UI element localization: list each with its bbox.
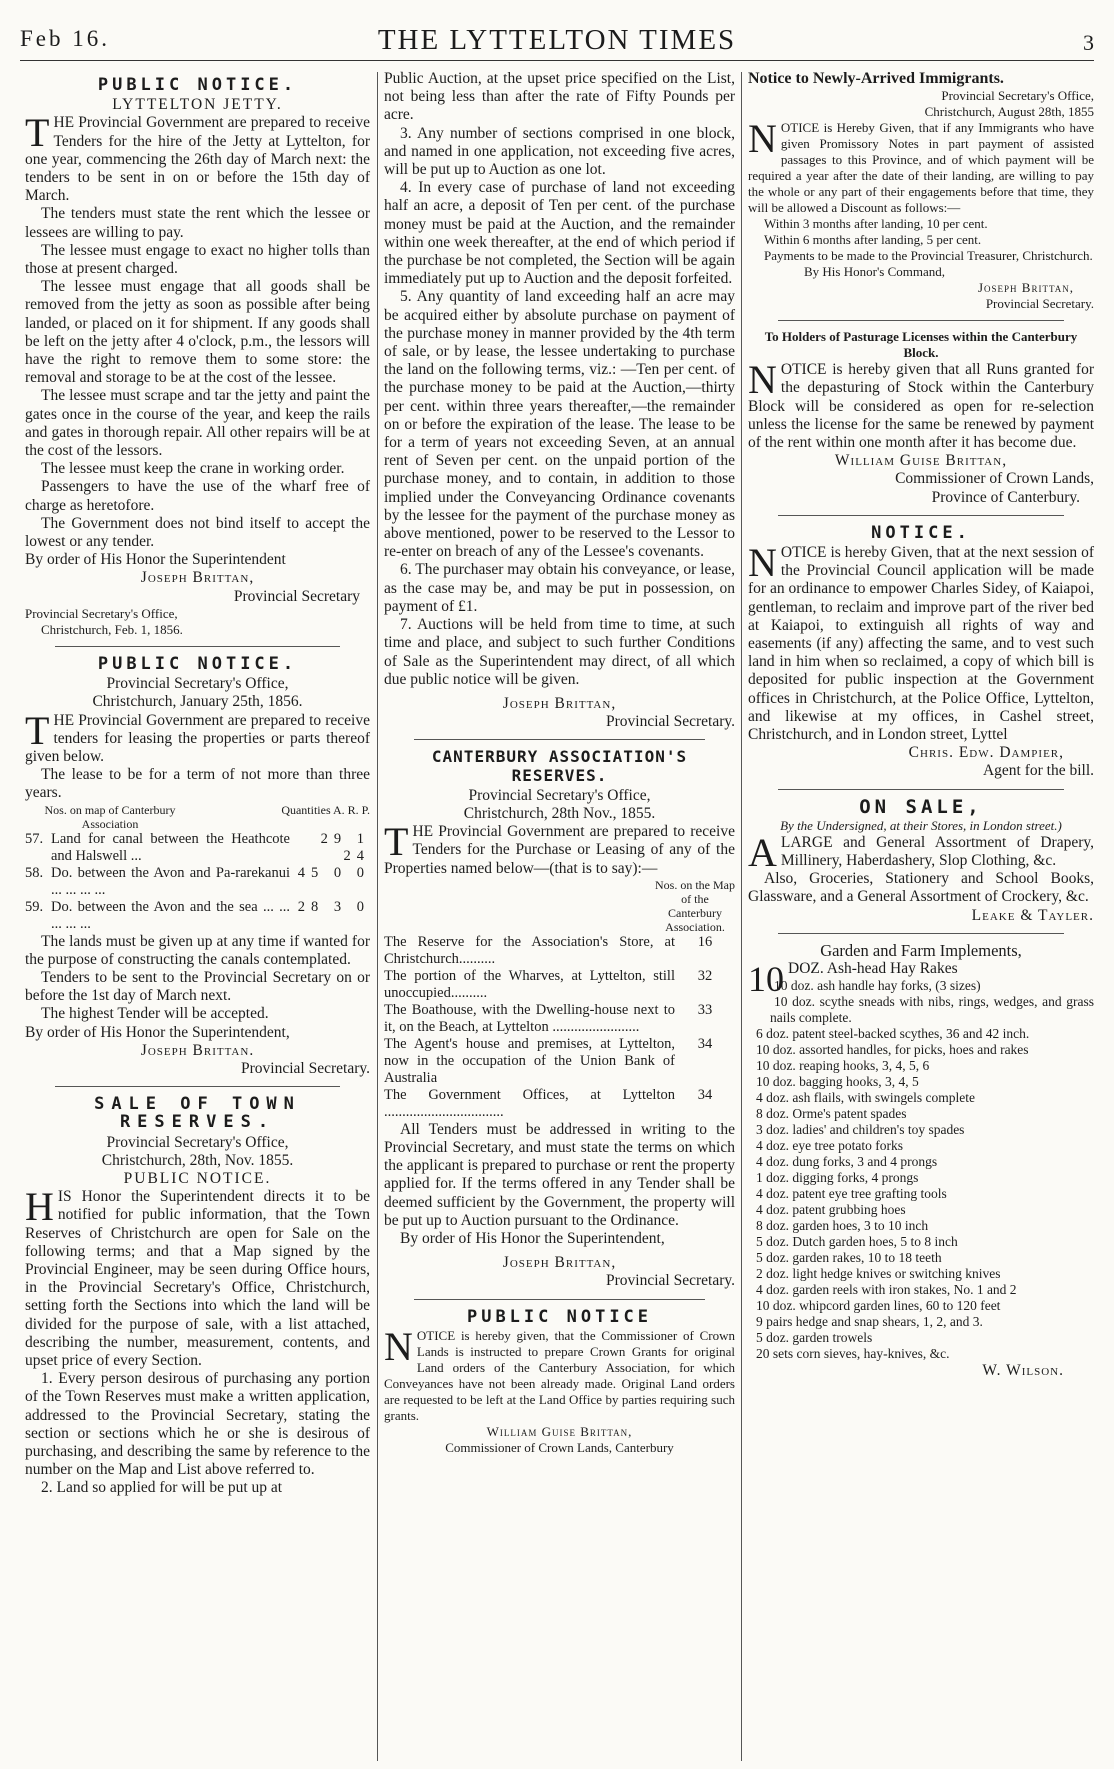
signature-name: William Guise Brittan, — [486, 1423, 633, 1439]
signature-title: Provincial Secretary — [233, 587, 360, 605]
lot-quantity: 28 3 0 — [297, 898, 370, 915]
table-header-left: Nos. on map of Canterbury Association — [44, 802, 176, 831]
divider — [414, 739, 705, 740]
drop-cap: N — [384, 1323, 413, 1369]
drop-cap: A — [748, 829, 777, 875]
implement-item: 9 pairs hedge and snap shears, 1, 2, and 3. — [756, 1314, 983, 1330]
signature-title: Provincial Secretary. — [606, 1272, 735, 1290]
reserve-description: The Agent's house and premises, at Lyttelton, now in the occupation of the Union Bank of Australia — [384, 1035, 675, 1086]
paragraph: The lessee must scrape and tar the jetty and paint the gates once in the course of the year, and keep the rails and gates in thorough repair. All other repairs will be at the cost of the lessors. — [25, 387, 370, 460]
notice-crown-grants — [384, 1308, 735, 1456]
column-2 — [384, 70, 735, 1456]
signature-name: William Guise Brittan, — [834, 452, 1008, 470]
reserve-row — [384, 1087, 735, 1121]
paragraph: DOZ. Ash-head Hay Rakes — [788, 960, 958, 978]
paragraph: HE Provincial Government are prepared to receive tenders for leasing the properties or parts thereof given below. — [25, 711, 370, 765]
implement-item: 10 doz. ash handle hay forks, (3 sizes) — [774, 978, 981, 994]
implement-item: 4 doz. patent eye tree grafting tools — [756, 1186, 947, 1202]
paragraph: The lessee must engage that all goods shall be removed from the jetty as soon as possible after being landed, or placed on it for shipment. If any goods shall be left on the jetty after 4 o'clock, p.m., the lessors will have the right to remove them to some store: the removal and storage to be at the cost of the lessee. — [25, 278, 370, 387]
reserve-row — [384, 968, 735, 1002]
signature-title: Provincial Secretary. — [985, 296, 1094, 312]
paragraph: OTICE is hereby given that all Runs granted for the depasturing of Stock within the Canterbury Block will be considered as open for re-selection unless the license for the same be renewed by payment of the rent within one month after it has become due. — [748, 361, 1094, 452]
implement-item: 10 doz. whipcord garden lines, 60 to 120 feet — [756, 1298, 1001, 1314]
drop-cap: N — [748, 540, 777, 586]
signature-title: Commissioner of Crown Lands, — [895, 470, 1094, 488]
reserve-number: 33 — [697, 1001, 713, 1018]
discount-line: Within 3 months after landing, 10 per cent. — [764, 216, 988, 232]
paragraph: 4. In every case of purchase of land not exceeding half an acre, a deposit of Ten per cent. of the purchase money must be paid at the Auction, and the remainder within one week thereafter, at the end of which period if the purchase be not completed, the Section will be again immediately put up to Auction and the deposit forfeited. — [384, 179, 735, 288]
masthead-date: Feb 16. — [20, 26, 110, 51]
signature-name: Joseph Brittan, — [977, 280, 1074, 296]
divider — [778, 789, 1064, 790]
date-line: Christchurch, 28th, Nov. 1855. — [101, 1151, 294, 1169]
paragraph: By order of His Honor the Superintendent, — [25, 1023, 290, 1041]
divider — [778, 515, 1064, 516]
notice-canal-lands — [25, 655, 370, 1078]
notice-immigrants — [748, 70, 1094, 312]
drop-cap: H — [25, 1184, 54, 1230]
date-line: Christchurch, August 28th, 1855 — [924, 104, 1094, 120]
page-number: 3 — [1083, 30, 1094, 55]
implement-item: 10 doz. scythe sneads with nibs, rings, wedges, and grass nails complete. — [770, 994, 1094, 1026]
paragraph: By His Honor's Command, — [804, 264, 946, 280]
lot-description: Do. between the Avon and Pa-rarekanui ... ... ... ... — [51, 864, 290, 898]
notice-heading: NOTICE. — [871, 522, 971, 543]
notice-subheading: By the Undersigned, at their Stores, in London street.) — [780, 817, 1062, 833]
notice-association-reserves — [384, 748, 735, 1290]
paragraph: The Government does not bind itself to accept the lowest or any tender. — [25, 514, 370, 551]
paragraph: By order of His Honor the Superintendent, — [400, 1229, 665, 1247]
implement-item: 3 doz. ladies' and children's toy spades — [756, 1122, 965, 1138]
notice-heading: PUBLIC NOTICE. — [97, 653, 298, 674]
signature-place: Province of Canterbury. — [931, 488, 1080, 506]
paragraph: The lessee must keep the crane in working order. — [41, 460, 345, 478]
notice-heading: SALE OF TOWN RESERVES. — [94, 1094, 301, 1133]
implement-item: 5 doz. Dutch garden hoes, 5 to 8 inch — [756, 1234, 958, 1250]
notice-heading: PUBLIC NOTICE. — [97, 75, 298, 95]
drop-cap: T — [384, 819, 409, 865]
masthead-title: THE LYTTELTON TIMES — [377, 24, 737, 56]
table-header: Nos. on the Map of the Canterbury Association. — [655, 877, 735, 934]
implement-item: 4 doz. garden reels with iron stakes, No. 1 and 2 — [756, 1282, 1017, 1298]
office-line: Provincial Secretary's Office, — [941, 88, 1094, 104]
lot-number: 59. — [25, 898, 44, 915]
reserves-table — [384, 934, 735, 1121]
office-line: Provincial Secretary's Office, — [106, 675, 289, 693]
drop-cap: 10 — [748, 959, 784, 1000]
office-line: Provincial Secretary's Office, — [25, 605, 178, 621]
paragraph: 2. Land so applied for will be put up at — [41, 1479, 283, 1497]
notice-on-sale — [748, 795, 1094, 925]
notice-heading: ON SALE, — [859, 795, 983, 818]
column-3 — [748, 70, 1094, 1381]
paragraph: The lands must be given up at any time if wanted for the purpose of constructing the canals contemplated. — [25, 932, 370, 968]
reserve-row — [384, 1036, 735, 1087]
notice-heading: Notice to Newly-Arrived Immigrants. — [748, 70, 1004, 87]
implement-item: 10 doz. reaping hooks, 3, 4, 5, 6 — [756, 1058, 930, 1074]
signature-name: Joseph Brittan, — [140, 569, 255, 587]
signature-name: Joseph Brittan, — [502, 694, 617, 712]
implement-item: 5 doz. garden rakes, 10 to 18 teeth — [756, 1250, 942, 1266]
lot-description: Do. between the Avon and the sea ... ... ... ... ... — [51, 898, 290, 932]
notice-heading: To Holders of Pasturage Licenses within the Canterbury Block. — [764, 329, 1078, 361]
paragraph: The lessee must engage to exact no higher tolls than those at present charged. — [25, 241, 370, 278]
lot-row — [25, 831, 370, 865]
date-line: Christchurch, January 25th, 1856. — [92, 693, 303, 711]
signature-name: Chris. Edw. Dampier, — [908, 744, 1064, 762]
drop-cap: T — [25, 707, 50, 753]
column-rule — [377, 72, 378, 1761]
paragraph: The tenders must state the rent which the lessee or lessees are willing to pay. — [25, 205, 370, 241]
implement-item: 1 doz. digging forks, 4 prongs — [756, 1170, 919, 1186]
paragraph: Public Auction, at the upset price specified on the List, not being less than after the rate of Fifty Pounds per acre. — [384, 70, 735, 124]
notice-heading: PUBLIC NOTICE — [466, 1306, 653, 1327]
implement-item: 8 doz. Orme's patent spades — [756, 1106, 907, 1122]
masthead — [20, 20, 1094, 61]
implements-list — [748, 978, 1094, 1362]
notice-town-reserves-continued — [384, 70, 735, 731]
implement-item: 4 doz. eye tree potato forks — [756, 1138, 903, 1154]
paragraph: 1. Every person desirous of purchasing any portion of the Town Reserves must make a written application, addressed to the Provincial Secretary, stating the section or sections which he or she is desirous of purchasing, and describing the same by reference to the number on the Map and List above referred to. — [25, 1370, 370, 1479]
reserve-description: The portion of the Wharves, at Lyttelton, still unoccupied.......... — [384, 967, 675, 1001]
reserve-description: The Reserve for the Association's Store, at Christchurch.......... — [384, 933, 675, 967]
discount-line: Within 6 months after landing, 5 per cent. — [764, 232, 982, 248]
table-header-right: Quantities A. R. P. — [281, 802, 370, 817]
divider — [55, 1086, 340, 1087]
paragraph: The lease to be for a term of not more than three years. — [25, 766, 370, 802]
divider — [778, 320, 1064, 321]
reserve-description: The Boathouse, with the Dwelling-house next to it, on the Beach, at Lyttelton ........................ — [384, 1001, 675, 1035]
drop-cap: T — [25, 110, 50, 156]
implement-item: 5 doz. garden trowels — [756, 1330, 873, 1346]
reserve-row — [384, 1002, 735, 1036]
notice-heading: Garden and Farm Implements, — [820, 940, 1022, 960]
lot-number: 57. — [25, 830, 44, 847]
implement-item: 10 doz. bagging hooks, 3, 4, 5 — [756, 1074, 919, 1090]
paragraph: 5. Any quantity of land exceeding half an acre may be acquired either by absolute purchase on payment of the purchase money in manner provided by the 4th term of sale, or by lease, the lessee undertaking to purchase the land on the following terms, viz.: —Ten per cent. of the purchase money to be paid at the Auction,—thirty per cent. within three years thereafter,—the remainder on or before the expiration of the lease. The lease to be for a term of years not exceeding Seven, at an annual rent of Seven per cent. on the unpaid portion of the purchase money, and to contain, in addition to those implied under the Conveyancing Ordinance covenants by the lessee for the payment of the purchase money as above mentioned, power to be reserved to the Lessor to re-enter on breach of any of the Lessee's covenants. — [384, 288, 735, 561]
implement-item: 20 sets corn sieves, hay-knives, &c. — [756, 1346, 950, 1362]
implement-item: 6 doz. patent steel-backed scythes, 36 and 42 inch. — [756, 1026, 1030, 1042]
lot-row — [25, 899, 370, 933]
paragraph: By order of His Honor the Superintendent — [25, 551, 286, 569]
date-line: Christchurch, 28th Nov., 1855. — [463, 804, 656, 822]
reserve-number: 32 — [697, 967, 713, 984]
paragraph: OTICE is hereby Given, that at the next session of the Provincial Council application will be made for an ordinance to empower Charles Sidey, of Kaiapoi, gentleman, to reclaim and improve part of the river bed at Kaiapoi, to extinguish all rights of way and easements (if any) affecting the same, and to vest such land in him when so reclaimed, a copy of which bill is deposited for public inspection at the Government offices in Christchurch, at the Police Office, Lyttelton, and likewise at my offices, in Cashel street, Christchurch, and in London street, Lyttel — [748, 544, 1094, 744]
notice-subheading: PUBLIC NOTICE. — [123, 1169, 272, 1187]
divider — [55, 646, 340, 647]
notice-heading: CANTERBURY ASSOCIATION'S RESERVES. — [431, 747, 688, 785]
notice-pasturage — [748, 329, 1094, 507]
paragraph: OTICE is Hereby Given, that if any Immigrants who have given Promissory Notes in part payment of assisted passages to this Province, and of which payment will be required a year after the date of their landing, are willing to pay the whole or any part of their engagements before that time, they will be allowed a Discount as follows:— — [748, 120, 1094, 216]
date-line: Christchurch, Feb. 1, 1856. — [41, 621, 183, 637]
signature-title: Provincial Secretary. — [241, 1059, 370, 1077]
paragraph: Passengers to have the use of the wharf free of charge as heretofore. — [25, 478, 370, 514]
reserve-number: 16 — [697, 933, 713, 950]
table-header — [25, 803, 370, 831]
paragraph: HE Provincial Government are prepared to receive Tenders for the Purchase or Leasing of any of the Properties named below—(that is to say):— — [384, 823, 735, 877]
paragraph: LARGE and General Assortment of Drapery, Millinery, Haberdashery, Slop Clothing, &c. — [780, 833, 1094, 870]
reserve-number: 34 — [697, 1086, 713, 1103]
implement-item: 8 doz. garden hoes, 3 to 10 inch — [756, 1218, 929, 1234]
signature-name: Joseph Brittan, — [502, 1254, 617, 1272]
reserve-row — [384, 934, 735, 968]
notice-lyttelton-jetty — [25, 76, 370, 638]
paragraph: 6. The purchaser may obtain his conveyance, or lease, as the case may be, and may be put in possession, on payment of £1. — [384, 561, 735, 615]
paragraph: Payments to be made to the Provincial Treasurer, Christchurch. — [764, 248, 1093, 264]
lots-table — [25, 831, 370, 933]
notice-subheading: LYTTELTON JETTY. — [112, 96, 283, 114]
signature-name: Joseph Brittan. — [140, 1041, 255, 1059]
implement-item: 2 doz. light hedge knives or switching knives — [756, 1266, 1001, 1282]
notice-kaiapoi — [748, 524, 1094, 781]
paragraph: Also, Groceries, Stationery and School Books, Glassware, and a General Assortment of Crockery, &c. — [748, 870, 1094, 906]
paragraph: Tenders to be sent to the Provincial Secretary on or before the 1st day of March next. — [25, 968, 370, 1005]
implement-item: 4 doz. dung forks, 3 and 4 prongs — [756, 1154, 938, 1170]
lot-number: 58. — [25, 864, 44, 881]
lot-row — [25, 865, 370, 899]
column-1 — [25, 70, 370, 1498]
notice-sale-town-reserves — [25, 1095, 370, 1497]
lot-quantity: 45 0 0 — [297, 864, 370, 881]
signature-name: Leake & Tayler. — [971, 906, 1094, 924]
office-line: Provincial Secretary's Office, — [106, 1133, 289, 1151]
paragraph: The highest Tender will be accepted. — [41, 1005, 269, 1023]
notice-garden-implements — [748, 942, 1094, 1381]
divider — [414, 1299, 705, 1300]
paragraph: All Tenders must be addressed in writing to the Provincial Secretary, and must state the terms on which the applicant is prepared to purchase or rent the property applied for. If the terms offered in any Tender shall be deemed sufficient by the Government, the property will be put up to Auction pursuant to the Ordinance. — [384, 1120, 735, 1229]
paragraph: HE Provincial Government are prepared to receive Tenders for the hire of the Jetty at Lyttelton, for one year, commencing the 26th day of March next: the tenders to be sent in on or before the 15th day of March. — [25, 114, 370, 205]
signature-name: W. Wilson. — [982, 1362, 1064, 1380]
reserve-description: The Government Offices, at Lyttelton ................................. — [384, 1086, 675, 1120]
paragraph: 7. Auctions will be held from time to time, at such time and place, and subject to such further Conditions of Sale as the Superintendent may direct, of all which due public notice will be given. — [384, 616, 735, 688]
paragraph: 3. Any number of sections comprised in one block, and named in one application, not exceeding five acres, will be put up to Auction as one lot. — [384, 124, 735, 179]
drop-cap: N — [748, 357, 777, 403]
drop-cap: N — [748, 116, 777, 162]
implement-item: 4 doz. patent grubbing hoes — [756, 1202, 906, 1218]
lot-quantity: 29 1 24 — [320, 830, 370, 864]
paragraph: OTICE is hereby given, that the Commissioner of Crown Lands is instructed to prepare Crown Grants for original Land orders of the Canterbury Association, for which Conveyances have not been already made. Original Land orders are requested to be left at the Land Office by parties requiring such grants. — [384, 1327, 735, 1423]
implement-item: 4 doz. ash flails, with swingels complete — [756, 1090, 975, 1106]
signature-title: Commissioner of Crown Lands, Canterbury — [445, 1439, 674, 1455]
paragraph: IS Honor the Superintendent directs it to be notified for public information, that the Town Reserves of Christchurch are open for Sale on the following terms; and that a Map signed by the Provincial Engineer, may be seen during Office hours, in the Provincial Secretary's Office, Christchurch, setting forth the Sections into which the land will be divided for the purpose of sale, with a list attached, describing the number, measurement, contents, and upset price of every Section. — [25, 1188, 370, 1369]
signature-title: Provincial Secretary. — [606, 713, 735, 731]
lot-description: Land for canal between the Heathcote and Halswell ... — [51, 830, 290, 864]
divider — [778, 933, 1064, 934]
reserve-number: 34 — [697, 1035, 713, 1052]
column-rule — [741, 72, 742, 1761]
office-line: Provincial Secretary's Office, — [468, 786, 651, 804]
signature-title: Agent for the bill. — [982, 762, 1094, 780]
implement-item: 10 doz. assorted handles, for picks, hoes and rakes — [756, 1042, 1029, 1058]
